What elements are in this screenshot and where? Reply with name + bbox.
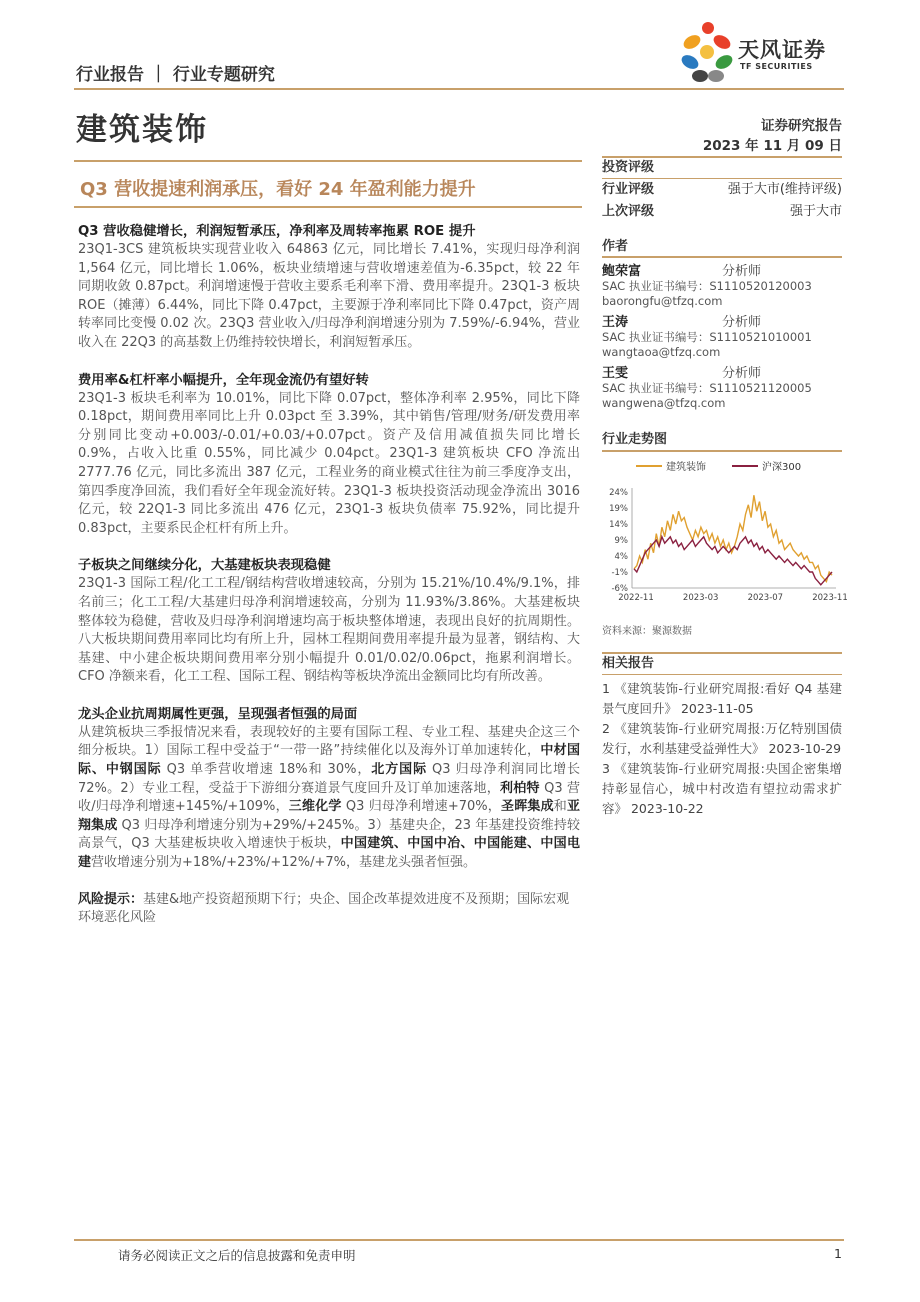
logo-en: TF SECURITIES bbox=[740, 62, 813, 71]
main-content bbox=[78, 222, 580, 928]
section-heading: Q3 营收稳健增长，利润短暂承压，净利率及周转率拖累 ROE 提升 bbox=[78, 224, 476, 239]
y-tick-label: -6% bbox=[611, 584, 628, 594]
section-body: 23Q1-3 板块毛利率为 10.01%，同比下降 0.07pct，整体净利率 2.95%，同比下降 0.18pct，期间费用率同比上升 0.03pct 至 3.39%，其中销售/管理/财务/研发费用率分别同比变动+0.003/-0.01/+0.03/+0.07pct。资产及信用减值损失同比增长 0.9%，占收入比重 0.55%，同比减少 0.04pct。23Q1-3 建筑板块 CFO 净流出 2777.76 亿元，同比多流出 387 亿元，工程业务的商业模式往往为前三季度净支出，第四季度净回流，我们看好全年现金流好转。23Q1-3 板块投资活动现金净流出 3016 亿元，较 22Q1-3 同比多流出 476 亿元，23Q1-3 板块负债率 75.92%，同比提升 0.83pct，主要系民企杠杆有所上升。 bbox=[78, 390, 580, 536]
section-heading: 费用率&杠杆率小幅提升，全年现金流仍有望好转 bbox=[78, 372, 369, 388]
page-number: 1 bbox=[834, 1246, 842, 1261]
related-report-link[interactable]: 1 《建筑装饰-行业研究周报:看好 Q4 基建景气度回升》 2023-11-05 bbox=[602, 681, 842, 716]
report-category: 行业报告 ｜ 行业专题研究 bbox=[76, 65, 275, 85]
author-email[interactable]: wangtaoa@tfzq.com bbox=[602, 344, 721, 359]
section-body: 从建筑板块三季报情况来看，表现较好的主要有国际工程、专业工程、基建央企这三个细分板块。1）国际工程中受益于“一带一路”持续催化以及海外订单加速转化，中材国际、中钢国际 Q3 单季营收增速 18%和 30%，北方国际 Q3 归母净利润同比增长 72%。2）专业工程，受益于下游细分赛道景气度回升及订单加速落地，利柏特 Q3 营收/归母净利增速+145%/+109%，三维化学 Q3 归母净利增速+70%，圣晖集成和亚翔集成 Q3 归母净利增速分别为+29%/+245%。3）基建央企，23 年基建投资维持较高景气，Q3 大基建板块收入增速快于板块，中国建筑、中国中冶、中国能建、中国电建营收增速分别为+18%/+23%/+12%/+7%，基建龙头强者恒强。 bbox=[78, 724, 580, 871]
y-tick-label: 19% bbox=[609, 504, 628, 514]
author-entry: 鲍荣富 分析师 SAC 执业证书编号：S1110520120003 baorongfu@tfzq.com bbox=[602, 264, 842, 309]
rating-row: 上次评级 强于大市 bbox=[602, 204, 842, 219]
author-entry: 王雯 分析师 SAC 执业证书编号：S1110521120005 wangwena@tfzq.com bbox=[602, 366, 842, 411]
rating-row: 行业评级 强于大市(维持评级) bbox=[602, 182, 842, 197]
related-box bbox=[602, 652, 842, 819]
y-tick-label: 9% bbox=[614, 536, 628, 546]
rating-title: 投资评级 bbox=[602, 159, 655, 175]
section-4 bbox=[78, 705, 580, 873]
section-1 bbox=[78, 222, 580, 353]
report-title: Q3 营收提速利润承压，看好 24 年盈利能力提升 bbox=[80, 179, 476, 200]
related-report-link[interactable]: 3 《建筑装饰-行业研究周报:央国企密集增持彰显信心，城中村改造有望拉动需求扩容》 2023-10-22 bbox=[602, 761, 842, 816]
section-body: 23Q1-3CS 建筑板块实现营业收入 64863 亿元，同比增长 7.41%，实现归母净利润 1,564 亿元，同比增长 1.06%，板块业绩增速与营收增速差值为-6.35pct，较 22 年同期收敛 0.87pct。利润增速慢于营收主要系毛利率下滑、费用率提升。23Q1-3 板块 ROE（摊薄）6.44%，同比下降 0.47pct，主要源于净利率同比下降 0.47pct，资产周转率同比变慢 0.02 次。23Q3 营业收入/归母净利润增速分别为 7.59%/-6.94%，营业收入在 22Q3 的高基数上仍维持较快增长，利润短暂承压。 bbox=[78, 242, 580, 350]
trend-chart bbox=[600, 456, 848, 618]
logo-flower-icon bbox=[678, 20, 738, 84]
related-report-link[interactable]: 2 《建筑装饰-行业研究周报:万亿特别国债发行，水利基建受益弹性大》 2023-10-29 bbox=[602, 721, 842, 756]
section-2 bbox=[78, 371, 580, 539]
rating-box bbox=[602, 156, 842, 223]
author-entry: 王涛 分析师 SAC 执业证书编号：S1110521010001 wangtaoa@tfzq.com bbox=[602, 315, 842, 360]
author-email[interactable]: baorongfu@tfzq.com bbox=[602, 293, 723, 308]
section-heading: 龙头企业抗周期属性更强，呈现强者恒强的局面 bbox=[78, 706, 358, 722]
title-divider-top bbox=[74, 160, 582, 162]
risk-warning: 风险提示：基建&地产投资超预期下行；央企、国企改革提效进度不及预期；国际宏观环境恶化风险 bbox=[78, 891, 570, 926]
x-tick-label: 2023-03 bbox=[682, 593, 719, 603]
trend-title: 行业走势图 bbox=[602, 432, 668, 447]
y-tick-label: 14% bbox=[609, 520, 628, 530]
legend-label: 沪深300 bbox=[762, 462, 802, 473]
sector-title: 建筑装饰 bbox=[76, 112, 208, 148]
logo-cn: 天风证券 bbox=[738, 38, 826, 62]
x-tick-label: 2022-11 bbox=[618, 593, 654, 603]
y-tick-label: 4% bbox=[614, 552, 628, 562]
chart-source: 资料来源：聚源数据 bbox=[602, 626, 692, 637]
related-title: 相关报告 bbox=[602, 655, 655, 671]
report-type: 证券研究报告 bbox=[761, 118, 842, 134]
section-heading: 子板块之间继续分化，大基建板块表现稳健 bbox=[78, 558, 331, 574]
footer-divider bbox=[74, 1239, 844, 1241]
x-tick-label: 2023-07 bbox=[747, 593, 784, 603]
title-divider-bottom bbox=[74, 206, 582, 208]
section-body: 23Q1-3 国际工程/化工工程/钢结构营收增速较高，分别为 15.21%/10.4%/9.1%，排名前三；化工工程/大基建归母净利润增速较高，分别为 11.93%/3.86%。大基建板块整体较为稳健，营收及归母净利润增速均高于板块整体增速，表现出良好的抗周期性。八大板块期间费用率同比均有所上升，园林工程期间费用率提升最为显著，钢结构、大基建、中小建企板块期间费用率分别小幅提升 0.01/0.02/0.06pct，拖累利润增长。CFO 净额来看，化工工程、国际工程、钢结构等板块净流出金额同比均有所改善。 bbox=[78, 576, 580, 685]
author-title: 作者 bbox=[602, 239, 629, 254]
header-divider bbox=[74, 88, 844, 90]
report-date: 2023 年 11 月 09 日 bbox=[702, 138, 842, 154]
series-line bbox=[634, 537, 832, 585]
footer-disclaimer: 请务必阅读正文之后的信息披露和免责申明 bbox=[118, 1248, 356, 1263]
trend-title-box bbox=[602, 430, 842, 452]
y-tick-label: -1% bbox=[611, 568, 628, 578]
author-email[interactable]: wangwena@tfzq.com bbox=[602, 395, 726, 410]
x-tick-label: 2023-11 bbox=[812, 593, 848, 603]
section-3 bbox=[78, 556, 580, 687]
author-box bbox=[602, 238, 842, 411]
legend-label: 建筑装饰 bbox=[666, 462, 706, 473]
y-tick-label: 24% bbox=[609, 488, 628, 498]
